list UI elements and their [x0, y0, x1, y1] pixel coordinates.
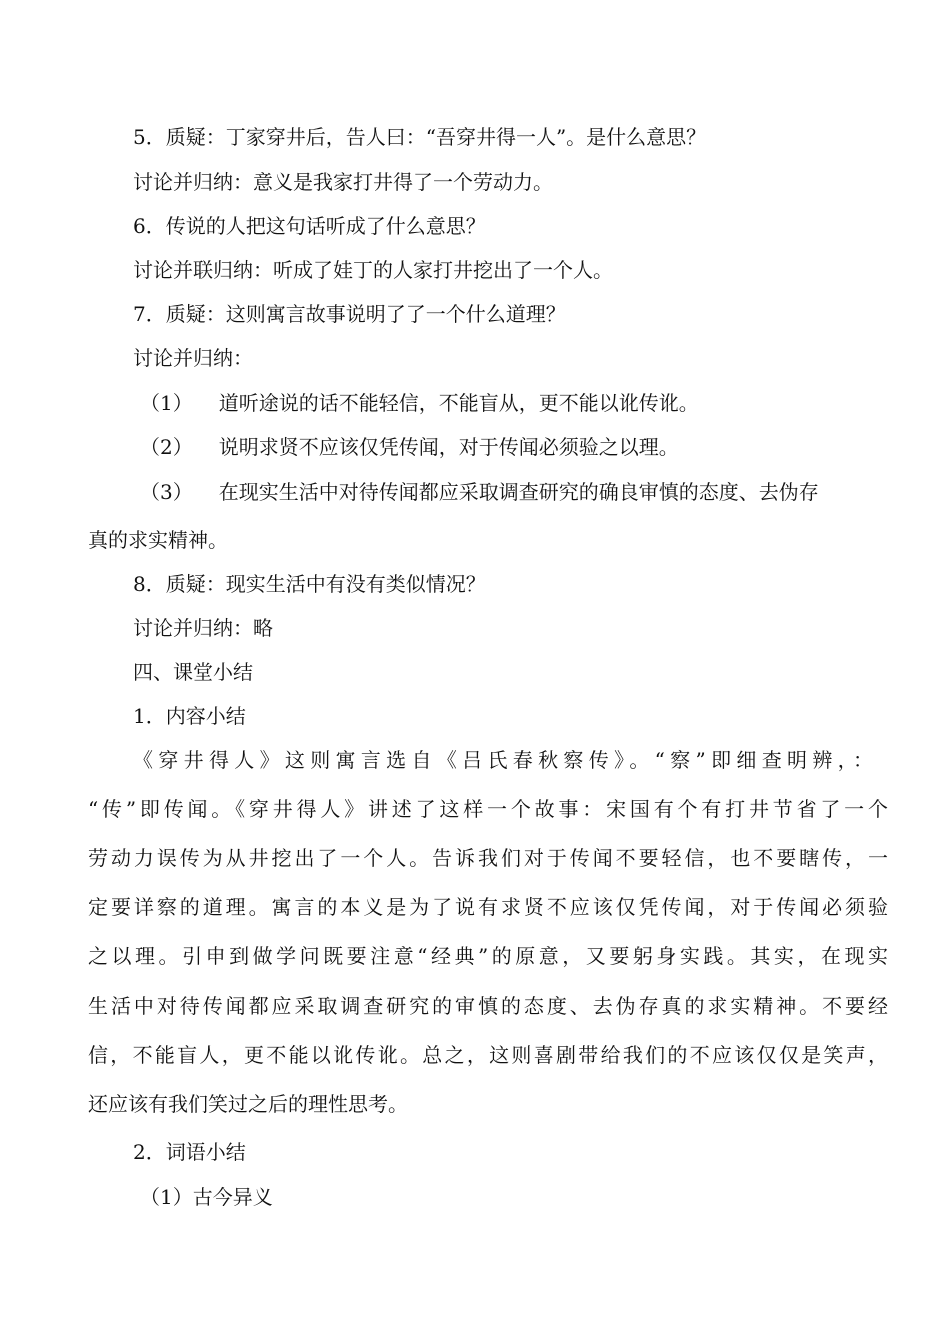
point-3-text: 在现实生活中对待传闻都应采取调查研究的确良审慎的态度、去伪存: [218, 480, 819, 504]
question-6: 6．传说的人把这句话听成了什么意思？: [133, 214, 486, 238]
summary-line: 还应该有我们笑过之后的理性思考。: [88, 1092, 408, 1116]
subsection-1-heading: 1．内容小结: [133, 704, 246, 728]
summary-line: 定要详察的道理。寓言的本义是为了说有求贤不应该仅凭传闻，对于传闻必须验: [88, 895, 888, 919]
answer-7-heading: 讨论并归纳：: [133, 346, 253, 370]
summary-line: 信，不能盲人，更不能以讹传讹。总之，这则喜剧带给我们的不应该仅仅是笑声，: [88, 1043, 888, 1067]
summary-line: “传”即传闻。《穿井得人》讲述了这样一个故事：宋国有个有打井节省了一个: [88, 797, 888, 821]
section-4-heading: 四、课堂小结: [133, 660, 253, 684]
subsection-2-1-heading: （1）古今异义: [140, 1185, 273, 1209]
question-8: 8．质疑：现实生活中有没有类似情况？: [133, 572, 486, 596]
point-2: [140, 433, 679, 461]
point-3-continued: 真的求实精神。: [88, 528, 228, 552]
summary-line: 生活中对待传闻都应采取调查研究的审慎的态度、去伪存真的求实精神。不要经: [88, 994, 888, 1018]
point-3: [140, 478, 819, 506]
point-2-number: （2）: [140, 435, 193, 459]
point-1-number: （1）: [140, 391, 193, 415]
summary-line: 之以理。引申到做学问既要注意“经典”的原意，又要躬身实践。其实，在现实: [88, 944, 888, 968]
point-1-text: 道听途说的话不能轻信，不能盲从，更不能以讹传讹。: [218, 391, 699, 415]
question-5: 5．质疑：丁家穿井后，告人曰：“吾穿井得一人”。是什么意思？: [133, 125, 707, 149]
point-2-text: 说明求贤不应该仅凭传闻，对于传闻必须验之以理。: [218, 435, 679, 459]
subsection-2-heading: 2．词语小结: [133, 1140, 246, 1164]
summary-line: 《穿井得人》这则寓言选自《吕氏春秋察传》。“察”即细查明辨，：: [133, 748, 873, 772]
answer-8: 讨论并归纳：略: [133, 616, 273, 640]
summary-line: 劳动力误传为从井挖出了一个人。告诉我们对于传闻不要轻信，也不要瞎传，一: [88, 846, 888, 870]
answer-6: 讨论并联归纳：听成了娃丁的人家打井挖出了一个人。: [133, 258, 613, 282]
question-7: 7．质疑：这则寓言故事说明了了一个什么道理？: [133, 302, 566, 326]
point-3-number: （3）: [140, 480, 193, 504]
point-1: [140, 389, 699, 417]
answer-5: 讨论并归纳：意义是我家打井得了一个劳动力。: [133, 170, 553, 194]
